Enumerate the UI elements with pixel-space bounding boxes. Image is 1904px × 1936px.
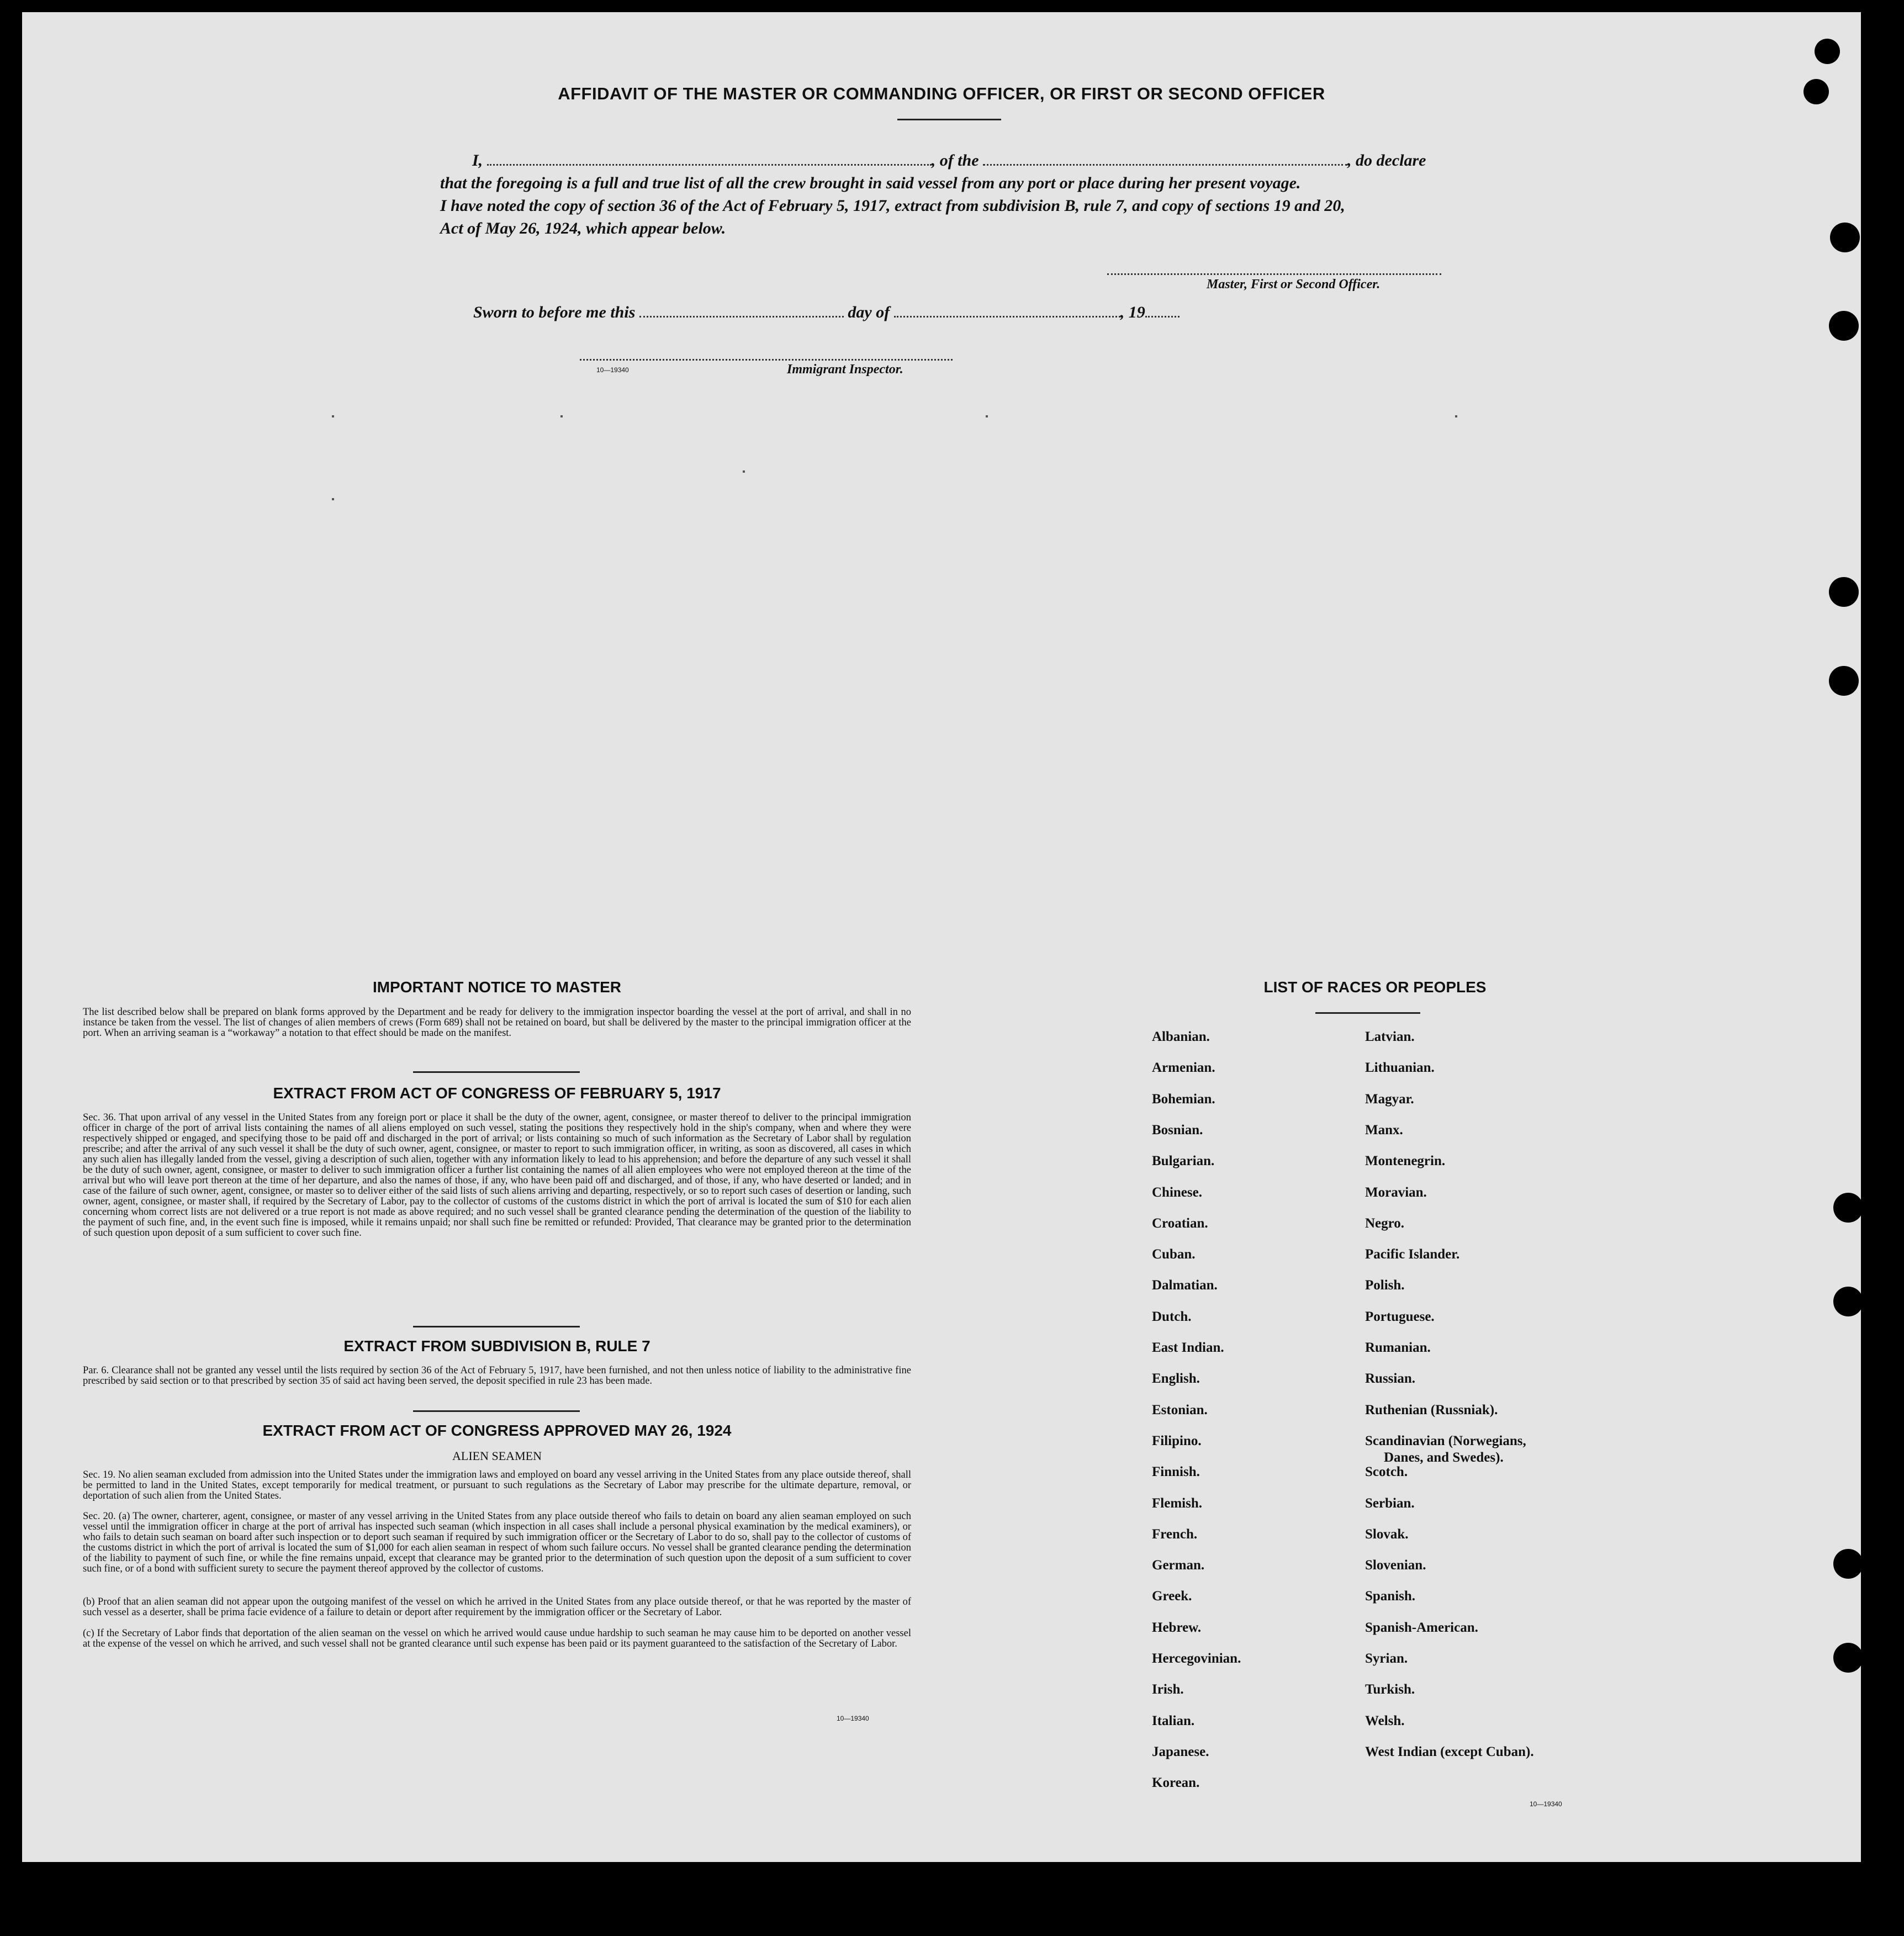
punch-hole — [1830, 223, 1860, 252]
race-item: Armenian. — [1152, 1060, 1215, 1076]
form-code-top: 10—19340 — [596, 366, 629, 374]
sec20c-text: (c) If the Secretary of Labor finds that deportation of the alien seaman on the vessel on which he arrived would cause undue hardship to such seaman he may cause him to be deported on another vessel at the expense of the vessel on which he arrived, and such vessel shall not be granted clearance until such expense has been paid or its payment guaranteed to the satisfaction of the Secretary of Labor. — [83, 1628, 911, 1649]
punch-hole — [1829, 311, 1859, 341]
race-item: Scandinavian (Norwegians, — [1365, 1433, 1526, 1448]
sworn-month-blank[interactable] — [894, 306, 1120, 318]
sec20a-text: Sec. 20. (a) The owner, charterer, agent, consignee, or master of any vessel arriving in the United States from any place outside thereof who fails to detain on board any alien seaman employed on such vessel until the immigration officer in charge at the port of arrival has inspected such seaman (which inspection in all cases shall include a personal physical examination by the medical examiners), or who fails to detain such seaman on board after such inspection or to deport such seaman if required by such immigration officer or the Secretary of Labor to do so, shall pay to the collector of customs of the customs district in which the port of arrival is located the sum of $1,000 for each alien seaman in respect of whom such failure occurs. No vessel shall be granted clearance pending the determination of the liability to payment of such fine, or while the fine remains unpaid, except that clearance may be granted prior to the determination of such question upon the deposit of a sum sufficient to cover such fine, or of a bond with sufficient surety to secure the payment thereof approved by the collector of customs. — [83, 1511, 911, 1574]
sec20b-text: (b) Proof that an alien seaman did not appear upon the outgoing manifest of the vessel on which he arrived in the United States from any place outside thereof, or that he was reported by the master of such vessel as a deserter, shall be prima facie evidence of a failure to detain or deport after requirement by the immigration officer or the Secretary of Labor. — [83, 1596, 911, 1618]
name-blank[interactable] — [487, 154, 932, 166]
race-item: Rumanian. — [1365, 1340, 1431, 1355]
race-item: Croatian. — [1152, 1215, 1208, 1231]
form-code-bottom-left: 10—19340 — [837, 1715, 869, 1722]
race-item: Pacific Islander. — [1365, 1247, 1460, 1262]
race-item: Montenegrin. — [1365, 1154, 1446, 1169]
rule7-title: EXTRACT FROM SUBDIVISION B, RULE 7 — [343, 1337, 650, 1355]
punch-hole — [1833, 1193, 1863, 1223]
affidavit-line-1 — [472, 151, 1426, 170]
race-item: Filipino. — [1152, 1433, 1202, 1448]
race-item: Polish. — [1365, 1278, 1405, 1293]
race-item: Irish. — [1152, 1682, 1184, 1697]
inspector-label: Immigrant Inspector. — [787, 362, 903, 377]
race-item: Flemish. — [1152, 1495, 1202, 1511]
race-item: Manx. — [1365, 1122, 1403, 1138]
race-item: Turkish. — [1365, 1682, 1415, 1697]
signature-label: Master, First or Second Officer. — [1207, 277, 1381, 292]
race-item: Russian. — [1365, 1371, 1416, 1387]
affidavit-line-4: Act of May 26, 1924, which appear below. — [440, 219, 726, 237]
race-item: Albanian. — [1152, 1029, 1210, 1044]
do-declare-label: , do declare — [1347, 151, 1426, 170]
race-item: Chinese. — [1152, 1184, 1202, 1200]
scan-speck — [986, 415, 988, 417]
race-item: French. — [1152, 1526, 1198, 1542]
race-item: Bosnian. — [1152, 1122, 1203, 1138]
punch-hole — [1829, 577, 1859, 607]
rule7-rule — [413, 1410, 580, 1412]
sworn-day-blank[interactable] — [639, 306, 844, 318]
race-item: West Indian (except Cuban). — [1365, 1744, 1534, 1759]
race-item: East Indian. — [1152, 1340, 1224, 1355]
race-item: Finnish. — [1152, 1464, 1200, 1480]
race-item: German. — [1152, 1558, 1205, 1573]
scan-speck — [332, 415, 334, 417]
race-item: Moravian. — [1365, 1184, 1427, 1200]
race-item: Korean. — [1152, 1775, 1200, 1791]
race-item: Slovenian. — [1365, 1558, 1426, 1573]
race-item: Serbian. — [1365, 1495, 1415, 1511]
affidavit-line-2: that the foregoing is a full and true list of all the crew brought in said vessel from any port or place during her present voyage. — [440, 174, 1301, 192]
race-item: Ruthenian (Russniak). — [1365, 1402, 1498, 1417]
race-item: Scotch. — [1365, 1464, 1408, 1480]
races-right-column — [1365, 1029, 1641, 1824]
inspector-signature-line[interactable] — [580, 359, 953, 361]
alien-seamen-subtitle: ALIEN SEAMEN — [452, 1449, 542, 1463]
race-item: Portuguese. — [1365, 1309, 1435, 1324]
document-sheet — [22, 12, 1861, 1862]
race-item: Cuban. — [1152, 1247, 1196, 1262]
sec19-text: Sec. 19. No alien seaman excluded from admission into the United States under the immigration laws and employed on board any vessel arriving in the United States from any place outside thereof, shall be permitted to land in the United States, except temporarily for medical treatment, or pursuant to such regulations as the Secretary of Labor may prescribe for the ultimate departure, removal, or deportation of such alien from the United States. — [83, 1469, 911, 1501]
year-prefix-label: , 19 — [1120, 303, 1145, 321]
scan-speck — [743, 470, 745, 473]
race-item: Spanish. — [1365, 1589, 1416, 1604]
rule7-text: Par. 6. Clearance shall not be granted any vessel until the lists required by section 36 of the Act of February 5, 1917, have been furnished, and not then unless notice of liability to the administrative fine prescribed by said section or to that prescribed by section 35 of said act having been served, the deposit specified in rule 23 has been made. — [83, 1365, 911, 1387]
extract-1917-title: EXTRACT FROM ACT OF CONGRESS OF FEBRUARY 5, 1917 — [273, 1085, 721, 1102]
sworn-line — [473, 303, 1180, 322]
day-of-label: day of — [848, 303, 890, 321]
affidavit-title: AFFIDAVIT OF THE MASTER OR COMMANDING OFFICER, OR FIRST OR SECOND OFFICER — [558, 84, 1325, 103]
year-blank[interactable] — [1145, 306, 1180, 318]
race-item: Negro. — [1365, 1215, 1405, 1231]
race-item: Danes, and Swedes). — [1384, 1450, 1504, 1465]
scan-speck — [1455, 415, 1457, 417]
notice-text: The list described below shall be prepared on blank forms approved by the Department and be ready for delivery to the immigration inspector boarding the vessel at the port of arrival, and shall in no instance be taken from the vessel. The list of changes of alien members of crews (Form 689) shall not be retained on board, but shall be delivered by the master to the principal immigration officer at the port. When an arriving seaman is a “workaway” a notation to that effect should be made on the manifest. — [83, 1007, 911, 1039]
race-item: Slovak. — [1365, 1526, 1409, 1542]
punch-hole — [1833, 1287, 1863, 1316]
punch-hole — [1815, 39, 1840, 64]
race-item: English. — [1152, 1371, 1200, 1387]
race-item: Hebrew. — [1152, 1620, 1202, 1635]
race-item: Latvian. — [1365, 1029, 1415, 1044]
race-item: Greek. — [1152, 1589, 1192, 1604]
punch-hole — [1829, 666, 1859, 696]
race-item: Bohemian. — [1152, 1091, 1215, 1107]
races-rule — [1315, 1012, 1420, 1014]
form-code-bottom-right: 10—19340 — [1530, 1800, 1562, 1808]
race-item: Dutch. — [1152, 1309, 1192, 1324]
extract-1917-rule — [413, 1326, 580, 1327]
races-title: LIST OF RACES OR PEOPLES — [1263, 978, 1487, 996]
notice-title: IMPORTANT NOTICE TO MASTER — [372, 978, 622, 996]
race-item: Spanish-American. — [1365, 1620, 1478, 1635]
scan-speck — [560, 415, 563, 417]
race-item: Japanese. — [1152, 1744, 1209, 1759]
affidavit-line-3: I have noted the copy of section 36 of the Act of February 5, 1917, extract from subdivision B, rule 7, and copy of sections 19 and 20, — [440, 197, 1345, 215]
race-item: Italian. — [1152, 1713, 1195, 1728]
race-item: Syrian. — [1365, 1651, 1408, 1666]
extract-1917-text: Sec. 36. That upon arrival of any vessel in the United States from any foreign port or place it shall be the duty of the owner, agent, consignee, or master thereof to deliver to the principal immigration officer in charge of the port of arrival lists containing the names of all aliens employed on such vessel, stating the positions they respectively hold in the ship's company, when and where they were respectively shipped or engaged, and specifying those to be paid off and discharged in the port of arrival; or lists containing so much of such information as the Secretary of Labor shall by regulation prescribe; and after the arrival of any such vessel it shall be the duty of such owner, agent, consignee, or master to report to such immigration officer, in writing, as soon as discovered, all cases in which any such alien has illegally landed from the vessel, giving a description of such alien, together with any information likely to lead to his apprehension; and before the departure of any such vessel it shall be the duty of such owner, agent, consignee, or master to deliver to such immigration officer a further list containing the names of all alien employees who were not employed thereon at the time of the arrival but who will leave port thereon at the time of her departure, and also the names of those, if any, who have been paid off and discharged, and of those, if any, who have deserted or landed; and in case of the failure of such owner, agent, consignee, or master so to deliver either of the said lists of such aliens arriving and departing, respectively, or so to report such cases of desertion or landing, such owner, agent, consignee, or master shall, if required by the Secretary of Labor, pay to the collector of customs of the customs district in which the port of arrival is located the sum of $10 for each alien concerning whom correct lists are not delivered or a true report is not made as above required; and no such vessel shall be granted clearance pending the determination of the question of the liability to the payment of such fine, and, in the event such fine is imposed, while it remains unpaid; nor shall such fine be remitted or refunded: Provided, That clearance may be granted prior to the determination of such question upon deposit of a sum sufficient to cover such fine. — [83, 1112, 911, 1239]
sworn-label: Sworn to before me this — [473, 303, 636, 321]
races-left-column — [1152, 1029, 1362, 1824]
vessel-blank[interactable] — [983, 154, 1347, 166]
of-the-label: , of the — [931, 151, 979, 170]
race-item: Bulgarian. — [1152, 1154, 1215, 1169]
affidavit-i-label: I, — [472, 151, 483, 170]
title-rule — [897, 119, 1001, 120]
race-item: Hercegovinian. — [1152, 1651, 1241, 1666]
race-item: Welsh. — [1365, 1713, 1405, 1728]
scan-speck — [332, 498, 334, 500]
race-item: Estonian. — [1152, 1402, 1208, 1417]
notice-rule — [413, 1071, 580, 1073]
extract-1924-title: EXTRACT FROM ACT OF CONGRESS APPROVED MAY 26, 1924 — [262, 1422, 732, 1439]
race-item: Dalmatian. — [1152, 1278, 1218, 1293]
punch-hole — [1803, 79, 1829, 104]
punch-hole — [1833, 1549, 1863, 1579]
race-item: Lithuanian. — [1365, 1060, 1435, 1076]
signature-line[interactable] — [1107, 273, 1441, 275]
race-item: Magyar. — [1365, 1091, 1414, 1107]
punch-hole — [1833, 1643, 1863, 1673]
